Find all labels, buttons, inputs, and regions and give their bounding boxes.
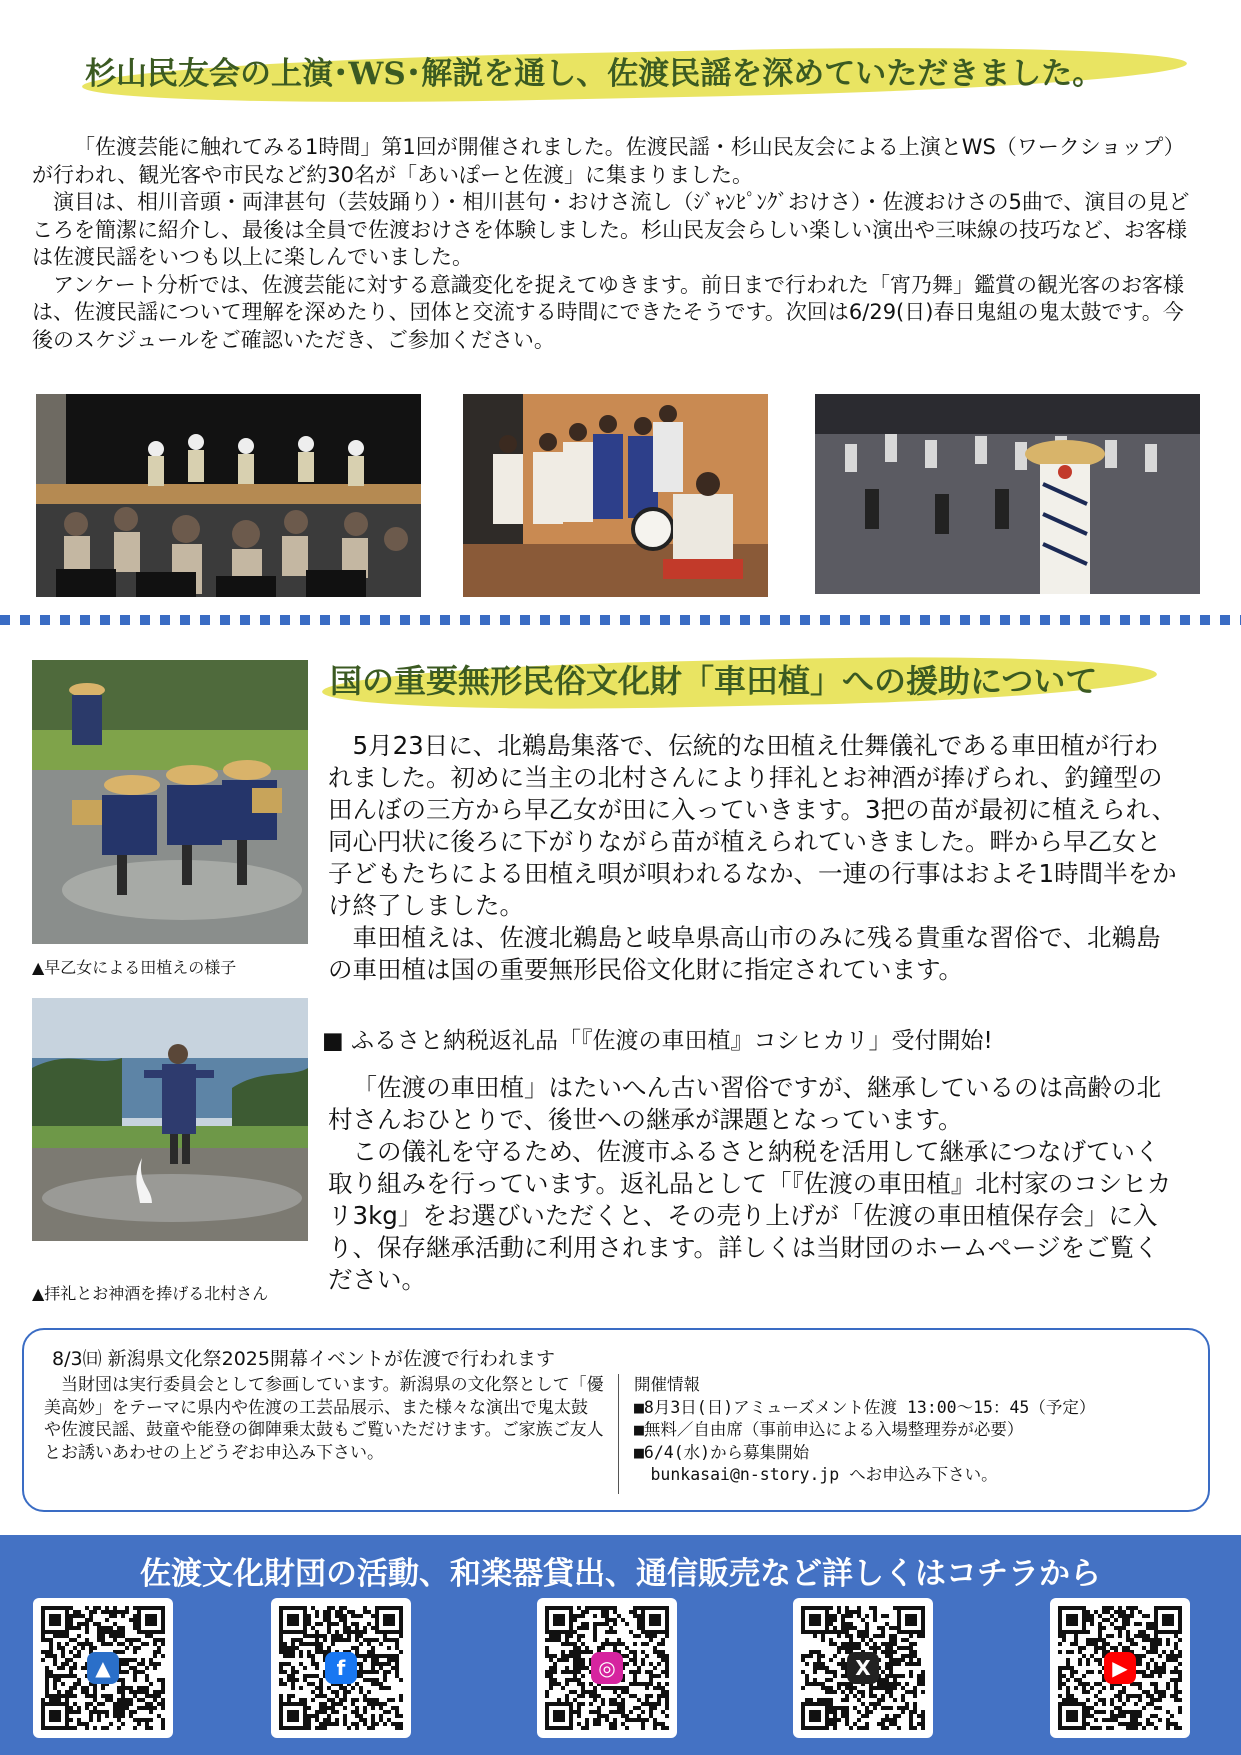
qr-code-x[interactable]	[793, 1598, 933, 1738]
event-info-line: ■6/4(水)から募集開始	[634, 1442, 810, 1462]
event-info-heading: 開催情報	[634, 1375, 700, 1394]
article2-body	[328, 730, 1182, 986]
sado-logo-icon: ▲	[87, 1652, 119, 1684]
photo-caption: ▲早乙女による田植えの様子	[32, 958, 237, 977]
photo-caption: ▲拝礼とお神酒を捧げる北村さん	[32, 1284, 269, 1303]
event-info-line: ■8月3日(日)アミューズメント佐渡 13:00～15：45（予定）	[634, 1397, 1096, 1417]
x-icon: X	[847, 1652, 879, 1684]
youtube-icon: ▶	[1104, 1652, 1136, 1684]
article2-paragraph: 5月23日に、北鵜島集落で、伝統的な田植え仕舞儀礼である車田植が行われました。初めに当主の北村さんにより拝礼とお神酒が捧げられ、釣鐘型の田んぼの三方から早乙女が田に入っていきます。3把の苗が最初に植えられ、同心円状に後ろに下がりながら苗が植えられていきました。畔から早乙女と子どもたちによる田植え唄が唄われるなか、一連の行事はおよそ1時間半をかけ終了しました。	[328, 731, 1177, 920]
article1-paragraph: 演目は、相川音頭・両津甚句（芸妓踊り）・相川甚句・おけさ流し（ｼﾞｬﾝﾋﾟﾝｸﾞおけさ）・佐渡おけさの5曲で、演目の見どころを簡潔に紹介し、最後は全員で佐渡おけさを体験しました。杉山民友会らしい楽しい演出や三味線の技巧など、お客様は佐渡民謡をいつも以上に楽しんでいました。	[32, 190, 1190, 269]
event-title: 8/3㈰ 新潟県文化祭2025開幕イベントが佐渡で行われます	[52, 1348, 555, 1370]
facebook-icon: f	[325, 1652, 357, 1684]
furusato-subhead: ■ ふるさと納税返礼品「『佐渡の車田植』コシヒカリ」受付開始!	[322, 1028, 993, 1054]
instagram-icon: ◎	[591, 1652, 623, 1684]
photo-kitamura-ritual	[32, 998, 308, 1241]
photo-hall-dance	[815, 394, 1200, 594]
section-divider	[0, 615, 1241, 625]
event-info	[634, 1374, 1199, 1487]
qr-code-youtube[interactable]	[1050, 1598, 1190, 1738]
article2-headline: 国の重要無形民俗文化財「車田植」への援助について	[330, 662, 1098, 700]
furusato-paragraph: この儀礼を守るため、佐渡市ふるさと納税を活用して継承につなげていく取り組みを行っています。返礼品として「『佐渡の車田植』北村家のコシヒカリ3kg」をお選びいただくと、その売り上げが「佐渡の車田植保存会」に入り、保存継承活動に利用されます。詳しくは当財団のホームページをご覧ください。	[328, 1137, 1172, 1294]
article1-paragraph: 「佐渡芸能に触れてみる1時間」第1回が開催されました。佐渡民謡・杉山民友会による上演とWS（ワークショップ）が行われ、観光客や市民など約30名が「あいぽーと佐渡」に集まりました。	[32, 135, 1185, 187]
photo-rice-planting	[32, 660, 308, 944]
qr-code-instagram[interactable]	[537, 1598, 677, 1738]
article2-paragraph: 車田植えは、佐渡北鵜島と岐阜県高山市のみに残る貴重な習俗で、北鵜島の車田植は国の重要無形民俗文化財に指定されています。	[328, 923, 1161, 984]
event-description	[44, 1374, 604, 1464]
photo-musicians	[463, 394, 768, 597]
qr-code-facebook[interactable]	[271, 1598, 411, 1738]
photo-stage-performance	[36, 394, 421, 597]
event-info-email[interactable]: bunkasai@n-story.jp へお申込み下さい。	[634, 1465, 998, 1484]
event-description-text: 当財団は実行委員会として参画しています。新潟県の文化祭として「優美高妙」をテーマに県内や佐渡の工芸品展示、また様々な演出で鬼太鼓や佐渡民謡、鼓童や能登の御陣乗太鼓もご覧いただけます。ご家族ご友人とお誘いあわせの上どうぞお申込み下さい。	[44, 1375, 604, 1463]
furusato-body	[328, 1072, 1182, 1296]
article1-paragraph: アンケート分析では、佐渡芸能に対する意識変化を捉えてゆきます。前日まで行われた「宵乃舞」鑑賞の観光客のお客様は、佐渡民謡について理解を深めたり、団体と交流する時間にできたそうです。次回は6/29(日)春日鬼組の鬼太鼓です。今後のスケジュールをご確認いただき、ご参加ください。	[32, 272, 1185, 352]
article1-headline: 杉山民友会の上演･WS･解説を通し、佐渡民謡を深めていただきました。	[85, 56, 1104, 92]
event-info-line: ■無料／自由席（事前申込による入場整理券が必要）	[634, 1420, 1024, 1439]
furusato-paragraph: 「佐渡の車田植」はたいへん古い習俗ですが、継承しているのは高齢の北村さんおひとりで、後世への継承が課題となっています。	[328, 1073, 1161, 1134]
qr-code-website[interactable]	[33, 1598, 173, 1738]
event-column-divider	[618, 1374, 619, 1494]
footer-title: 佐渡文化財団の活動、和楽器貸出、通信販売など詳しくはコチラから	[140, 1556, 1101, 1592]
article1-body	[32, 134, 1192, 354]
